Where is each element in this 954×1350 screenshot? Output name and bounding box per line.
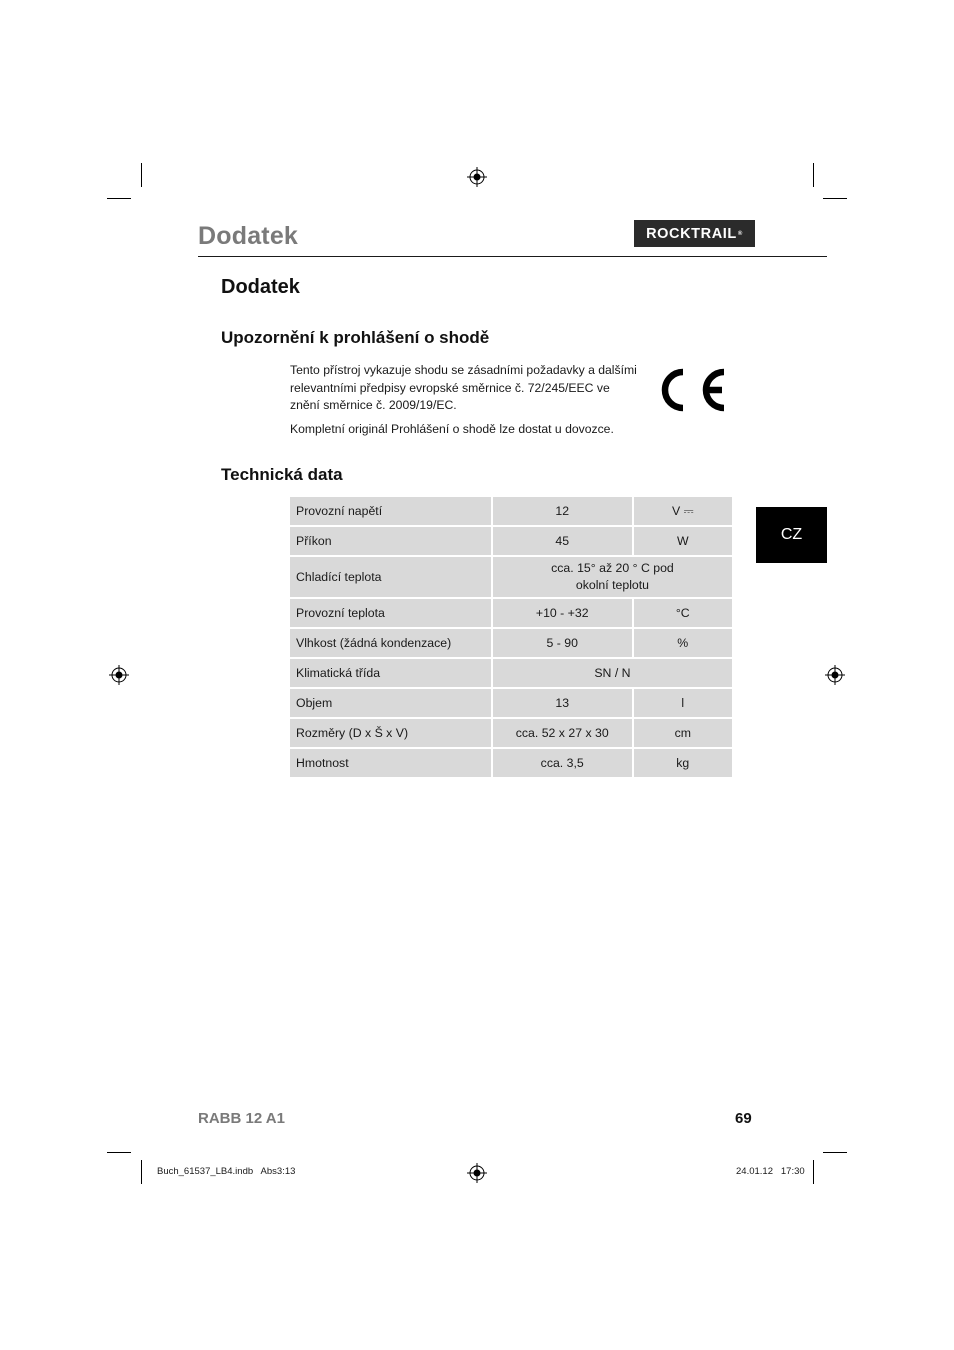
merged-line: cca. 15° až 20 ° C pod [551,561,674,575]
table-cell-label: Rozměry (D x Š x V) [290,719,493,749]
brand-name: ROCKTRAIL [646,225,737,242]
table-cell-merged: SN / N [493,659,732,689]
table-row [290,629,732,659]
crop-mark [141,163,142,187]
brand-registered-mark: ® [737,230,743,237]
table-cell-label: Objem [290,689,493,719]
table-cell-value: +10 - +32 [493,599,634,629]
table-cell-label: Příkon [290,527,493,557]
footer-model: RABB 12 A1 [198,1110,285,1127]
table-row [290,689,732,719]
crop-mark [107,1152,131,1153]
crop-mark [823,198,847,199]
section-title: Dodatek [221,276,300,298]
merged-line: okolní teplotu [575,578,650,592]
crop-mark [141,1160,142,1184]
table-row [290,527,732,557]
table-cell-unit: % [634,629,732,659]
language-tab: CZ [756,507,827,563]
table-row [290,719,732,749]
conformity-paragraph-2: Kompletní originál Prohlášení o shodě lze dostat u dovozce. [290,422,614,436]
table-cell-value: 45 [493,527,634,557]
registration-mark-icon [109,665,129,685]
table-row [290,557,732,599]
table-cell-value: 12 [493,497,634,527]
table-cell-unit: l [634,689,732,719]
crop-mark [813,1160,814,1184]
brand-logo [634,220,755,247]
table-cell-unit: W [634,527,732,557]
table-cell-value: cca. 52 x 27 x 30 [493,719,634,749]
conformity-paragraph [290,362,642,415]
conformity-line: relevantními předpisy evropské směrnice č. 72/245/EEC ve [290,380,610,395]
registration-mark-icon [467,1163,487,1183]
table-cell-unit: °C [634,599,732,629]
table-cell-unit: V ⎓ [634,497,732,527]
table-cell-label: Provozní napětí [290,497,493,527]
table-cell-label: Vlhkost (žádná kondenzace) [290,629,493,659]
table-cell-label: Chladící teplota [290,557,493,599]
table-row [290,659,732,689]
table-cell-value: cca. 3,5 [493,749,634,779]
print-slug-file: Buch_61537_LB4.indb Abs3:13 [157,1166,296,1177]
crop-mark [813,163,814,187]
conformity-line: znění směrnice č. 2009/19/EC. [290,398,457,412]
table-row [290,749,732,779]
registration-mark-icon [467,167,487,187]
conformity-line: Tento přístroj vykazuje shodu se zásadními požadavky a dalšími [290,363,637,377]
table-cell-label: Klimatická třída [290,659,493,689]
table-cell-unit: kg [634,749,732,779]
table-cell-label: Provozní teplota [290,599,493,629]
table-row [290,497,732,527]
header-divider [198,256,827,257]
conformity-heading: Upozornění k prohlášení o shodě [221,328,490,347]
table-row [290,599,732,629]
page-header-title: Dodatek [198,222,299,250]
technical-data-table [290,497,732,779]
table-cell-value: 5 - 90 [493,629,634,659]
table-cell-value: 13 [493,689,634,719]
page-number: 69 [735,1110,752,1127]
crop-mark [823,1152,847,1153]
technical-heading: Technická data [221,465,343,484]
crop-mark [107,198,131,199]
table-cell-label: Hmotnost [290,749,493,779]
registration-mark-icon [825,665,845,685]
table-cell-unit: cm [634,719,732,749]
print-slug-date: 24.01.12 17:30 [736,1166,805,1177]
table-cell-merged [493,557,732,599]
ce-mark-icon [656,365,728,415]
